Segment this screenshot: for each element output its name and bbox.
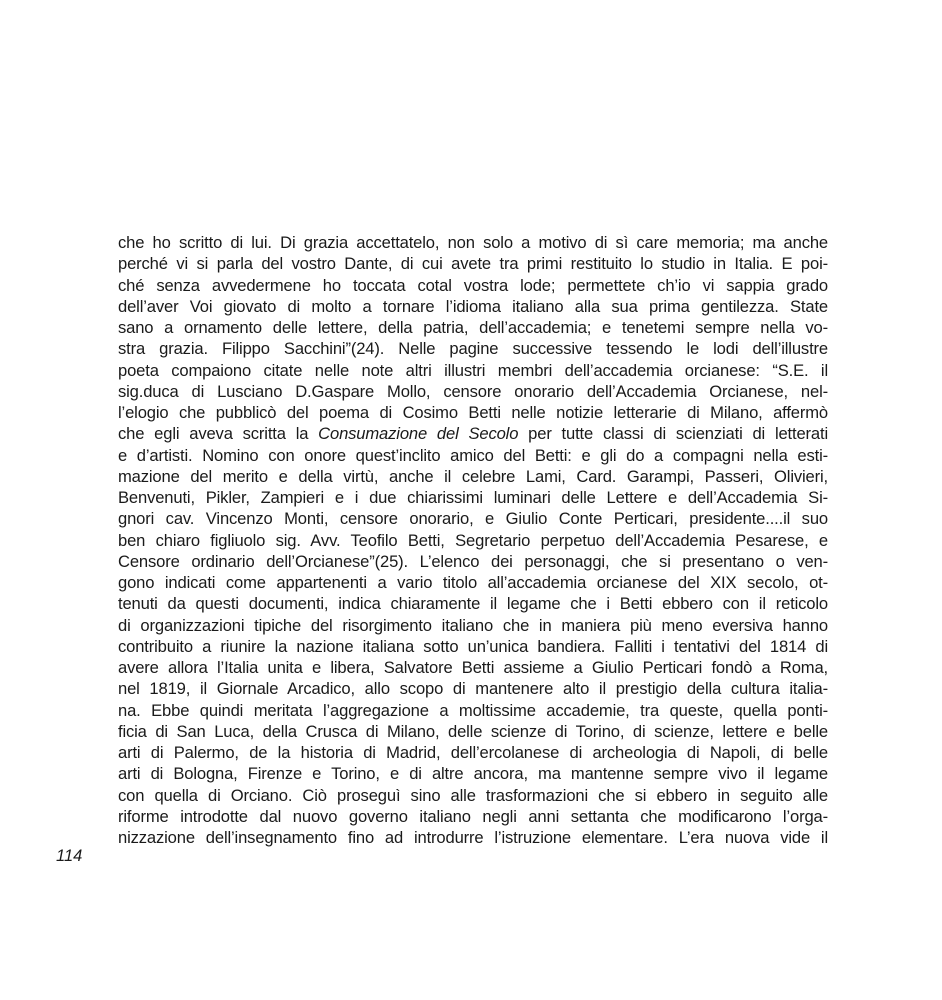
text-line: na. Ebbe quindi meritata l’aggregazione a moltissime accademie, tra queste, quella ponti- (118, 700, 828, 720)
book-title: Consumazione del Secolo (318, 424, 519, 444)
text-line: l’elogio che pubblicò del poema di Cosimo Betti nelle notizie letterarie di Milano, affermò (118, 403, 828, 422)
text-line: di organizzazioni tipiche del risorgimento italiano che in maniera più meno eversiva hanno (118, 615, 828, 635)
text-line: mazione del merito e della virtù, anche il celebre Lami, Card. Garampi, Passeri, Olivieri, (118, 466, 828, 486)
text-line: tenuti da questi documenti, indica chiaramente il legame che i Betti ebbero con il reticolo (118, 594, 828, 614)
text-line: gnori cav. Vincenzo Monti, censore onorario, e Giulio Conte Perticari, presidente....il suo (118, 509, 828, 529)
body-text (118, 232, 828, 848)
text-line: gono indicati come appartenenti a vario titolo all’accademia orcianese del XIX secolo, ot- (118, 573, 828, 592)
text-line: arti di Palermo, de la historia di Madrid, dell’ercolanese di archeologia di Napoli, di belle (118, 743, 828, 762)
page-number: 114 (56, 847, 83, 865)
text-line: nel 1819, il Giornale Arcadico, allo scopo di mantenere alto il prestigio della cultura italia- (118, 679, 828, 699)
line-text-post: per tutte classi di scienziati di letterati (518, 424, 829, 444)
text-line: stra grazia. Filippo Sacchini”(24). Nelle pagine successive tessendo le lodi dell’illustre (118, 339, 828, 359)
text-line: riforme introdotte dal nuovo governo italiano negli anni settanta che modificarono l’orga- (118, 806, 828, 826)
text-line: dell’aver Voi giovato di molto a tornare l’idioma italiano alla sua prima gentilezza. State (118, 296, 828, 316)
text-line: poeta compaiono citate nelle note altri illustri membri dell’accademia orcianese: “S.E. il (118, 360, 828, 380)
text-line: nizzazione dell’insegnamento fino ad introdurre l’istruzione elementare. L’era nuova vide il (118, 828, 828, 847)
text-line: che ho scritto di lui. Di grazia accettatelo, non solo a motivo di sì care memoria; ma anche (118, 233, 828, 252)
text-line: ben chiaro figliuolo sig. Avv. Teofilo Betti, Segretario perpetuo dell’Accademia Pesarese, e (118, 530, 828, 550)
text-line: Benvenuti, Pikler, Zampieri e i due chiarissimi luminari delle Lettere e dell’Accademia Si- (118, 488, 828, 507)
text-line: avere allora l’Italia unita e libera, Salvatore Betti assieme a Giulio Perticari fondò a Roma, (118, 658, 828, 677)
text-line: Censore ordinario dell’Orcianese”(25). L’elenco dei personaggi, che si presentano o ven- (118, 551, 828, 571)
text-line: sano a ornamento delle lettere, della patria, dell’accademia; e tenetemi sempre nella vo- (118, 318, 828, 337)
text-line: ché senza avvedermene ho toccata cotal vostra lode; permettete ch’io vi sappia grado (118, 275, 828, 295)
text-line: ficia di San Luca, della Crusca di Milano, delle scienze di Torino, di scienze, lettere e belle (118, 721, 828, 741)
text-line: arti di Bologna, Firenze e Torino, e di altre ancora, ma mantenne sempre vivo il legame (118, 764, 828, 784)
line-text-pre: che egli aveva scritta la (118, 424, 319, 444)
text-line: con quella di Orciano. Ciò proseguì sino alle trasformazioni che si ebbero in seguito alle (118, 785, 828, 805)
text-line: contribuito a riunire la nazione italiana sotto un’unica bandiera. Falliti i tentativi del 1814 di (118, 636, 828, 656)
text-line: perché vi si parla del vostro Dante, di cui avete tra primi restituito lo studio in Italia. E poi- (118, 254, 828, 274)
text-line: e d’artisti. Nomino con onore quest’inclito amico del Betti: e gli do a compagni nella esti- (118, 445, 828, 465)
text-line: sig.duca di Lusciano D.Gaspare Mollo, censore onorario dell’Accademia Orcianese, nel- (118, 381, 828, 401)
text-line-with-title (118, 423, 828, 444)
